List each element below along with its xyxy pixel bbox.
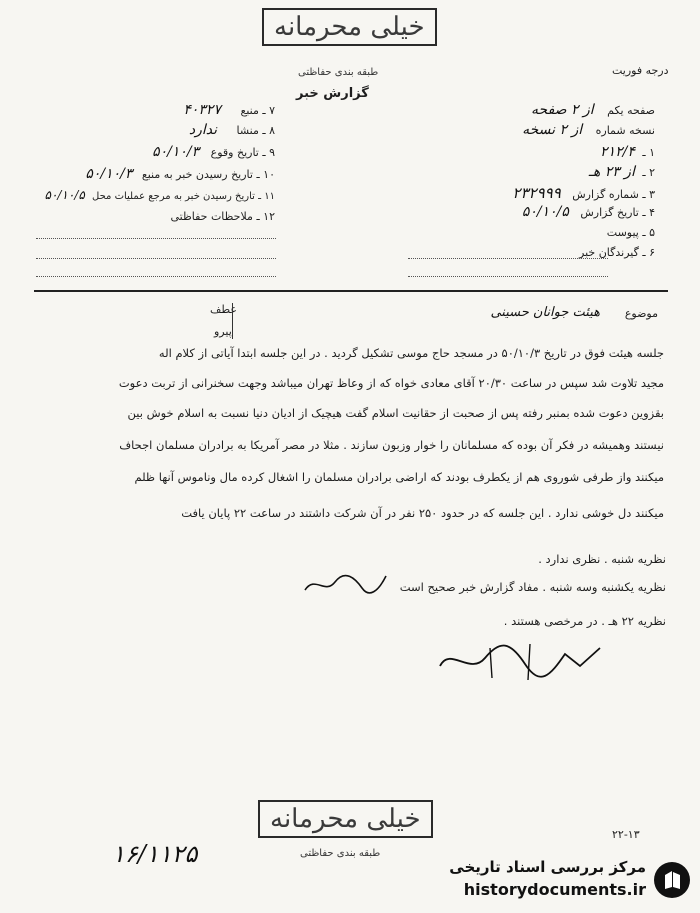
left-field-label: ۸ ـ منشا	[236, 124, 275, 137]
left-field-occurrence-date	[152, 144, 275, 160]
comment-line: نظریه شنبه . نظری ندارد .	[538, 552, 666, 566]
right-field-page	[531, 102, 655, 118]
subject-label: موضوع	[624, 307, 658, 320]
footer-branding	[420, 856, 690, 906]
right-field-label: ۶ ـ گیرندگان خبر	[579, 246, 655, 259]
right-field-2	[589, 164, 655, 180]
peyro-label: پیرو	[214, 325, 232, 338]
dotted-line	[36, 276, 276, 277]
comment-line: نظریه ۲۲ هـ . در مرخصی هستند .	[503, 614, 666, 628]
body-line: نیستند وهمیشه در فکر آن بوده که مسلمانان را خوار وزبون سازند . مثلا در مصر آمریکا به برادران مسلمان اجحاف	[119, 438, 664, 452]
right-field-label: ۲ ـ	[642, 166, 655, 179]
footer-site: historydocuments.ir	[463, 880, 646, 899]
bottom-handwritten-number: ۱۶/۱۱۲۵	[112, 840, 198, 868]
right-field-label: صفحه یکم	[607, 104, 655, 117]
left-field-reference-date	[45, 188, 276, 202]
dotted-line	[408, 276, 608, 277]
bottom-code: ۲۲-۱۳	[612, 828, 640, 841]
left-field-source	[183, 102, 275, 118]
footer-logo-icon	[654, 862, 690, 898]
dotted-line	[36, 258, 276, 259]
comment-line: نظریه یکشنبه وسه شنبه . مفاد گزارش خبر صحیح است	[399, 580, 666, 594]
left-field-label: ۱۰ ـ تاریخ رسیدن خبر به منبع	[141, 168, 275, 181]
subject-divider	[232, 303, 234, 339]
right-field-value: از ۲۳ هـ	[588, 164, 635, 180]
classification-subtitle-bottom: طبقه بندی حفاظتی	[300, 848, 381, 859]
report-title: گزارش خبر	[296, 86, 369, 101]
body-line: میکنند واز طرفی شوروی هم از یکطرف بودند که اراضی برادران مسلمان را اشغال کرده مال وناموس آنها ظلم	[134, 470, 664, 484]
left-field-origin	[189, 122, 275, 138]
classification-stamp-top	[262, 8, 437, 46]
right-field-label: ۱ ـ	[642, 146, 655, 159]
right-field-value: ۲۳۲۹۹۹	[512, 184, 561, 202]
left-field-value: ۵۰/۱۰/۳	[85, 166, 133, 182]
body-line: میکنند دل خوشی ندارد . این جلسه که در حدود ۲۵۰ نفر در آن شرکت داشتند در ساعت ۲۲ پایان یافت	[181, 506, 664, 520]
left-field-value: ۵۰/۱۰/۵	[44, 188, 85, 202]
right-field-copy	[522, 122, 655, 138]
dotted-line	[408, 258, 608, 259]
left-field-label: ۱۱ ـ تاریخ رسیدن خبر به مرجع عملیات محل	[92, 191, 275, 202]
left-field-value: ۵۰/۱۰/۳	[152, 144, 200, 160]
body-line: مجید تلاوت شد سپس در ساعت ۲۰/۳۰ آقای معادی خواه که از وعاظ تهران میباشد وجهت سخنرانی از تربت دعوت	[118, 376, 664, 390]
right-field-value: از ۲ نسخه	[522, 122, 583, 138]
left-field-value: ندارد	[188, 122, 217, 138]
classification-subtitle-top: طبقه بندی حفاظتی	[298, 67, 379, 78]
left-field-label: ۱۲ ـ ملاحظات حفاظتی	[170, 210, 275, 223]
handwritten-signature-small	[300, 570, 390, 600]
left-field-security-notes	[171, 210, 276, 223]
classification-stamp-bottom	[258, 800, 433, 838]
subject-text: هیئت جوانان حسینی	[490, 305, 600, 320]
right-field-1	[600, 144, 655, 160]
body-line: جلسه هیئت فوق در تاریخ ۵۰/۱۰/۳ در مسجد حاج موسی تشکیل گردید . در این جلسه ابتدا آیاتی از کلام اله	[158, 346, 664, 360]
right-field-label: ۴ ـ تاریخ گزارش	[580, 206, 655, 219]
dotted-line	[36, 238, 276, 239]
right-field-value: از ۲ صفحه	[531, 102, 594, 118]
right-field-value: ۲۱۲/۴	[600, 144, 635, 160]
right-field-report-number	[512, 184, 655, 202]
body-line: بقزوین دعوت شده بمنبر رفته پس از صحبت از حقانیت اسلام گفت هیچیک از ادیان دنیا نسبت به اسلام خوش بین	[127, 406, 664, 420]
left-field-label: ۷ ـ منبع	[240, 104, 275, 117]
handwritten-signature	[430, 636, 610, 684]
left-field-source-date	[85, 166, 275, 182]
right-field-attachment	[607, 226, 655, 239]
urgency-label: درجه فوریت	[612, 64, 669, 77]
atf-label: عطف	[210, 303, 237, 316]
right-field-report-date	[522, 204, 655, 220]
classification-text-bottom: خیلی محرمانه	[270, 804, 421, 834]
footer-org-name: مرکز بررسی اسناد تاریخی	[449, 858, 646, 876]
subject-row	[200, 303, 658, 343]
classification-text-top: خیلی محرمانه	[274, 12, 425, 42]
right-field-label: ۵ ـ پیوست	[606, 226, 655, 239]
header-separator	[34, 290, 668, 292]
left-field-value: ۴۰۳۲۷	[183, 102, 221, 118]
right-field-label: نسخه شماره	[595, 124, 655, 137]
right-field-label: ۳ ـ شماره گزارش	[572, 188, 655, 201]
left-field-label: ۹ ـ تاریخ وقوع	[210, 146, 275, 159]
right-field-value: ۵۰/۱۰/۵	[521, 204, 569, 220]
